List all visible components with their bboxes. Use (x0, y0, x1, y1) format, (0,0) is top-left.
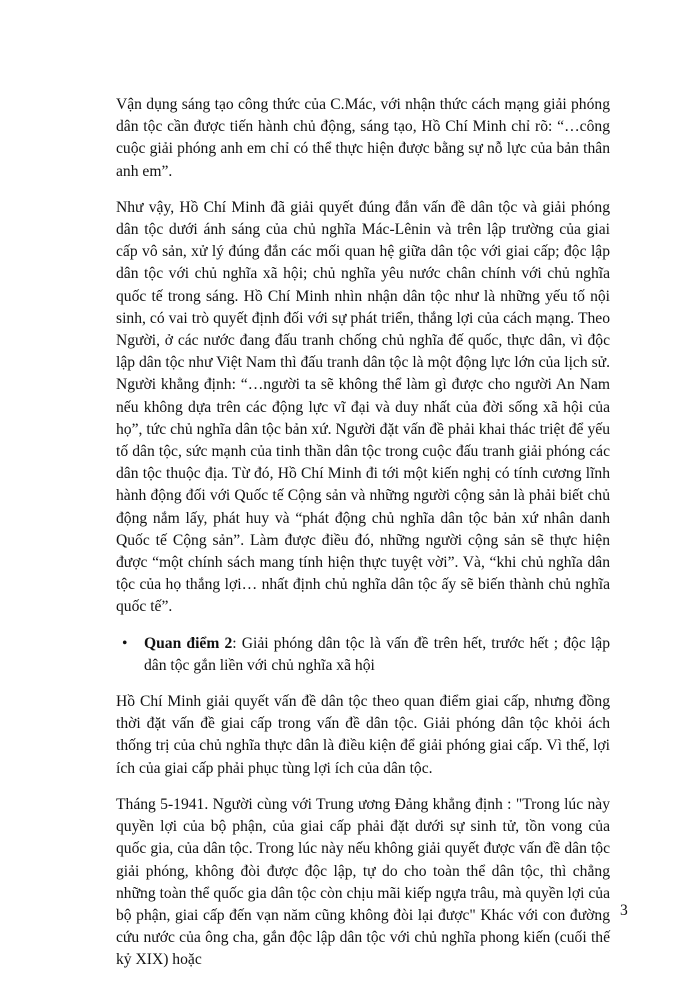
bullet-item-quan-diem-2 (116, 633, 610, 677)
bullet-heading: Quan điểm 2 (144, 634, 233, 652)
bullet-icon: • (122, 634, 128, 652)
paragraph-4: Tháng 5-1941. Người cùng với Trung ương Đảng khẳng định : "Trong lúc này quyền lợi của bộ phận, của giai cấp phải đặt dưới sự sinh tử, tồn vong của quốc gia, của dân tộc. Trong lúc này nếu không giải quyết được vấn đề dân tộc giải phóng, không đòi được độc lập, tự do cho toàn thể dân tộc, thì chẳng những toàn thể quốc gia dân tộc còn chịu mãi kiếp ngựa trâu, mà quyền lợi của bộ phận, giai cấp đến vạn năm cũng không đòi lại được" Khác với con đường cứu nước của ông cha, gắn độc lập dân tộc với chủ nghĩa phong kiến (cuối thế kỷ XIX) hoặc (116, 795, 610, 969)
paragraph-2: Như vậy, Hồ Chí Minh đã giải quyết đúng đắn vấn đề dân tộc và giải phóng dân tộc dưới ánh sáng của chủ nghĩa Mác-Lênin và trên lập trường của giai cấp vô sản, xử lý đúng đắn các mối quan hệ giữa dân tộc với giai cấp; độc lập dân tộc với chủ nghĩa xã hội; chủ nghĩa yêu nước chân chính với chủ nghĩa quốc tế trong sáng. Hồ Chí Minh nhìn nhận dân tộc như là những yếu tố nội sinh, có vai trò quyết định đối với sự phát triển, thắng lợi của cách mạng. Theo Người, ở các nước đang đấu tranh chống chủ nghĩa đế quốc, thực dân, vì độc lập dân tộc như Việt Nam thì đấu tranh dân tộc là một động lực lớn của lịch sử. Người khẳng định: “…người ta sẽ không thể làm gì được cho người An Nam nếu không dựa trên các động lực vĩ đại và duy nhất của đời sống xã hội của họ”, tức chủ nghĩa dân tộc bản xứ. Người đặt vấn đề phải khai thác triệt để yếu tố dân tộc, sức mạnh của tinh thần dân tộc trong cuộc đấu tranh giải phóng các dân tộc thuộc địa. Từ đó, Hồ Chí Minh đi tới một kiến nghị có tính cương lĩnh hành động đối với Quốc tế Cộng sản và những người cộng sản là phải biết chủ động nắm lấy, phát huy và “phát động chủ nghĩa dân tộc bản xứ nhân danh Quốc tế Cộng sản”. Làm được điều đó, những người cộng sản sẽ thực hiện được “một chính sách mang tính hiện thực tuyệt vời”. Và, “khi chủ nghĩa dân tộc của họ thắng lợi… nhất định chủ nghĩa dân tộc ấy sẽ biến thành chủ nghĩa quốc tế”. (116, 198, 610, 616)
paragraph-1: Vận dụng sáng tạo công thức của C.Mác, với nhận thức cách mạng giải phóng dân tộc cần được tiến hành chủ động, sáng tạo, Hồ Chí Minh chỉ rõ: “…công cuộc giải phóng anh em chỉ có thể thực hiện được bằng sự nỗ lực của bản thân anh em”. (116, 96, 610, 180)
paragraph-3: Hồ Chí Minh giải quyết vấn đề dân tộc theo quan điểm giai cấp, nhưng đồng thời đặt vấn đề giai cấp trong vấn đề dân tộc. Giải phóng dân tộc khỏi ách thống trị của chủ nghĩa thực dân là điều kiện để giải phóng giai cấp. Vì thế, lợi ích của giai cấp phải phục tùng lợi ích của dân tộc. (116, 693, 610, 777)
document-page (116, 94, 610, 986)
bullet-text: : Giải phóng dân tộc là vấn đề trên hết, trước hết ; độc lập dân tộc gắn liền với chủ nghĩa xã hội (144, 634, 610, 674)
page-number: 3 (620, 902, 628, 919)
